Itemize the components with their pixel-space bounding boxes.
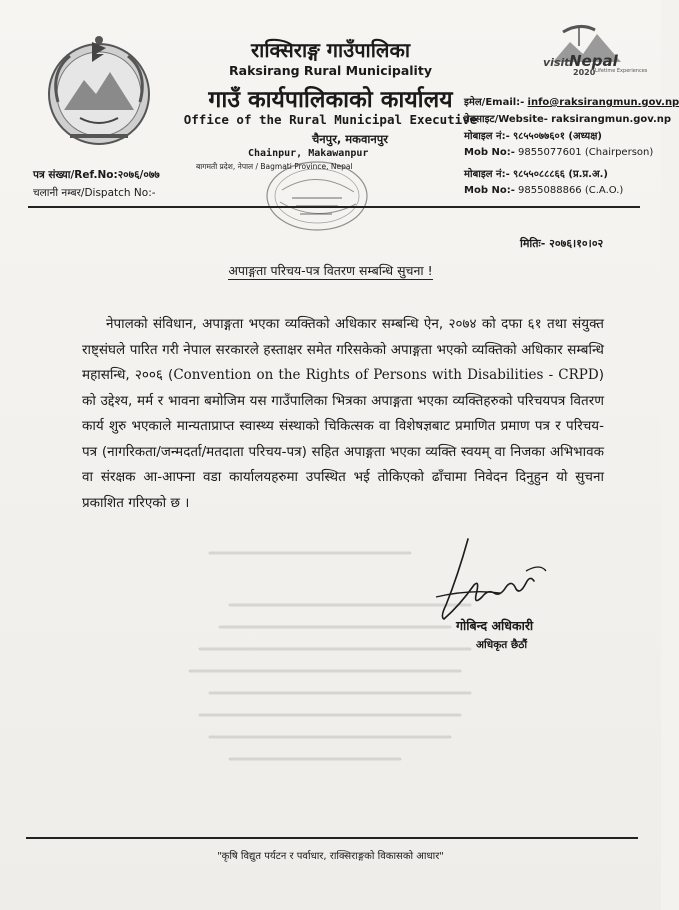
office-name-np: गाउँ कार्यपालिकाको कार्यालय bbox=[208, 86, 453, 113]
email-label: इमेल/Email:- bbox=[464, 97, 525, 108]
place-np: चैनपुर, मकवानपुर bbox=[312, 132, 388, 146]
mobile-line-1 bbox=[464, 128, 602, 142]
mobile-value: ९८५५०७७६०१ (अध्यक्ष) bbox=[512, 131, 602, 142]
website-line bbox=[464, 111, 671, 125]
ref-number bbox=[33, 168, 160, 182]
mobile-value: ९८५५०८८८६६ (प्र.प्र.अ.) bbox=[512, 169, 608, 180]
signatory-title: अधिकृत छैठौं bbox=[476, 639, 528, 651]
letter-body bbox=[82, 312, 604, 516]
website-label: वेबसाइट/Website- bbox=[464, 114, 548, 125]
visit-text: visit bbox=[543, 56, 570, 69]
body-text-part2: ) को उद्देश्य, मर्म र भावना बमोजिम यस गाउँपालिका भित्रका अपाङ्गता भएका व्यक्तिहरुको परिचयपत्र वितरण कार्य शुरु भएकाले मान्यताप्राप्त स्वास्थ्य संस्थाको चिकित्सक वा विशेषज्ञबाट प्रमाणित प्रमाण पत्र र परिचय-पत्र (नागरिकता/जन्मदर्ता/मतदाता परिचय-पत्र) सहित अपाङ्गता भएका व्यक्ति स्वयम् वा निजका अभिभावक वा संरक्षक आ-आफ्ना वडा कार्यालयहरुमा उपस्थित भई तोकिएको ढाँचामा निवेदन दिनुहुन यो सुचना प्रकाशित गरिएको छ । bbox=[82, 367, 604, 511]
mobile-label: मोबाइल नं:- bbox=[464, 131, 510, 142]
place-en: Chainpur, Makawanpur bbox=[248, 148, 369, 159]
body-convention-name: Convention on the Rights of Persons with Disabilities - CRPD bbox=[173, 367, 599, 383]
ref-value: २०७६/०७७ bbox=[117, 169, 160, 181]
mobile-line-3 bbox=[464, 166, 608, 180]
year-text: 2020 bbox=[573, 68, 596, 77]
nepal-text: Nepal bbox=[569, 52, 618, 70]
footer-rule bbox=[26, 837, 638, 839]
mobile-value: 9855088866 (C.A.O.) bbox=[518, 185, 624, 196]
letter-subject bbox=[0, 262, 661, 279]
mobile-label: Mob No:- bbox=[464, 185, 515, 196]
signatory-name: गोबिन्द अधिकारी bbox=[456, 618, 534, 633]
footer-slogan: "कृषि विद्युत पर्यटन र पर्वाधार, राक्सिराङ्गको विकासको आधार" bbox=[217, 851, 444, 862]
header-rule bbox=[28, 206, 640, 208]
mobile-value: 9855077601 (Chairperson) bbox=[518, 147, 654, 158]
mobile-label: Mob No:- bbox=[464, 147, 515, 158]
dispatch-number: चलानी नम्बर/Dispatch No:- bbox=[33, 187, 156, 199]
body-text-part1: नेपालको संविधान, अपाङ्गता भएका व्यक्तिको अधिकार सम्बन्धि ऐन, २०७४ को दफा ६१ तथा संयुक्त राष्ट्संघले पारित गरी नेपाल सरकारले हस्ताक्षर समेत गरिसकेको अपाङ्गता भएको व्यक्तिको अधिकार सम्बन्धि महासन्धि, २००६ ( bbox=[82, 316, 604, 383]
mobile-line-4 bbox=[464, 185, 623, 196]
municipality-name-np: राक्सिराङ्ग गाउँपालिका bbox=[250, 38, 411, 62]
website-link[interactable]: raksirangmun.gov.np bbox=[551, 114, 672, 125]
subject-text: अपाङ्गता परिचय-पत्र वितरण सम्बन्धि सुचना ! bbox=[228, 263, 433, 278]
municipality-name-en: Raksirang Rural Municipality bbox=[229, 63, 432, 78]
official-stamp-icon bbox=[262, 158, 372, 236]
province-line: बागमती प्रदेश, नेपाल / Bagmati Province, Nepal bbox=[196, 162, 353, 171]
email-line bbox=[464, 94, 679, 108]
office-name-en: Office of the Rural Municipal Executive bbox=[183, 112, 478, 127]
mobile-line-2 bbox=[464, 147, 653, 158]
ref-label: पत्र संख्या/Ref.No: bbox=[33, 169, 118, 181]
mobile-label: मोबाइल नं:- bbox=[464, 169, 510, 180]
letter-date: मितिः- २०७६।१०।०२ bbox=[520, 237, 604, 250]
email-link[interactable]: info@raksirangmun.gov.np bbox=[527, 97, 679, 108]
logo-tagline: Lifetime Experiences bbox=[595, 68, 648, 74]
